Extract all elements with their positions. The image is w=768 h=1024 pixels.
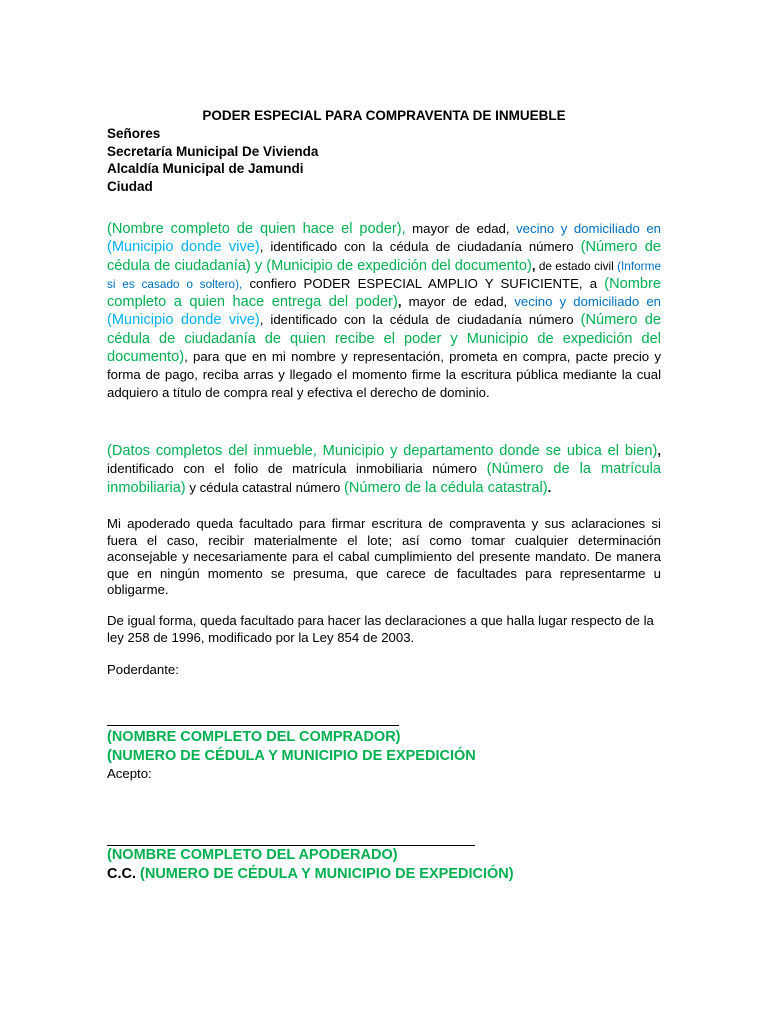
signature-line-grantor — [107, 725, 399, 726]
paragraph-powers: Mi apoderado queda facultado para firmar escritura de compraventa y sus aclaraciones si fuera el caso, recibir materialmente el lote; así como tomar cualquier determinación aconsejable y necesariamente para el cabal cumplimiento del presente mandato. De manera que en ningún momento se presuma, que carece de facultades para representarme u obligarme. — [107, 516, 661, 597]
addressee-line: Ciudad — [107, 178, 153, 194]
attorney-id-placeholder: (NUMERO DE CÉDULA Y MUNICIPIO DE EXPEDICIÓN) — [140, 866, 514, 882]
addressee-line: Secretaría Municipal De Vivienda — [107, 143, 319, 159]
poderdante-label: Poderdante: — [107, 662, 179, 677]
placeholder-registration-number: (Número de la matrícula inmobiliaria) — [107, 461, 661, 496]
text-segment: , identificado con la cédula de ciudadanía número — [259, 239, 581, 255]
placeholder-grantor-id: (Número de cédula de ciudadanía) y (Municipio de expedición del documento) — [107, 239, 661, 274]
placeholder-property-data: (Datos completos del inmueble, Municipio y departamento donde se ubica el bien) — [107, 443, 658, 459]
acepto-label: Acepto: — [107, 766, 152, 781]
grantor-id-placeholder: (NUMERO DE CÉDULA Y MUNICIPIO DE EXPEDICIÓN — [107, 748, 476, 764]
grantor-name-placeholder: (NOMBRE COMPLETO DEL COMPRADOR) — [107, 729, 401, 745]
text-segment: de estado civil — [535, 258, 618, 273]
addressee-block — [107, 125, 661, 195]
addressee-line: Alcaldía Municipal de Jamundi — [107, 161, 304, 176]
text-segment: . — [547, 479, 552, 495]
paragraph-grant — [107, 220, 661, 401]
cc-prefix: C.C. — [107, 866, 141, 882]
addressee-line: Señores — [107, 126, 161, 141]
text-segment: y cédula catastral número — [185, 479, 344, 495]
text-segment: confiero PODER ESPECIAL AMPLIO Y SUFICIENTE, a — [242, 275, 605, 291]
placeholder-civil-status: (Informe si es casado o soltero), — [107, 258, 661, 291]
text-segment: mayor de edad, — [405, 221, 517, 236]
paragraph-property — [107, 442, 661, 497]
text-segment: , identificado con la cédula de ciudadanía número — [259, 312, 581, 328]
text-segment-blue: vecino y domiciliado en — [514, 294, 662, 310]
text-segment: , para que en mi nombre y representación, prometa en compra, pacte precio y forma de pago, reciba arras y llegado el momento firme la escritura pública mediante la cual adquiero a título de compra real y efectiva el derecho de dominio. — [107, 349, 661, 400]
document-title: PODER ESPECIAL PARA COMPRAVENTA DE INMUEBLE — [202, 108, 566, 123]
placeholder-attorney-municipality: (Municipio donde vive) — [107, 312, 260, 329]
signature-block-grantor — [107, 728, 661, 766]
text-segment-blue: vecino y domiciliado en — [516, 221, 661, 236]
attorney-name-placeholder: (NOMBRE COMPLETO DEL APODERADO) — [107, 847, 398, 863]
placeholder-grantor-name: (Nombre completo de quien hace el poder), — [107, 221, 406, 237]
text-segment: mayor de edad, — [401, 294, 515, 310]
text-segment: identificado con el folio de matrícula inmobiliaria número — [107, 461, 487, 477]
placeholder-attorney-id: (Número de cédula de ciudadanía de quien recibe el poder y Municipio de expedición del documento) — [107, 312, 661, 366]
placeholder-cadastral-number: (Número de la cédula catastral) — [344, 479, 548, 496]
attorney-id-line — [107, 865, 661, 884]
text-segment: , — [657, 443, 661, 458]
placeholder-grantor-municipality: (Municipio donde vive) — [107, 239, 260, 256]
text-segment: , — [531, 257, 536, 273]
placeholder-attorney-name: (Nombre completo a quien hace entrega del poder) — [107, 275, 661, 311]
text-segment: , — [397, 294, 402, 310]
signature-block-attorney — [107, 846, 661, 884]
paragraph-declarations: De igual forma, queda facultado para hacer las declaraciones a que halla lugar respecto de la ley 258 de 1996, modificado por la Ley 854 de 2003. — [107, 613, 654, 645]
